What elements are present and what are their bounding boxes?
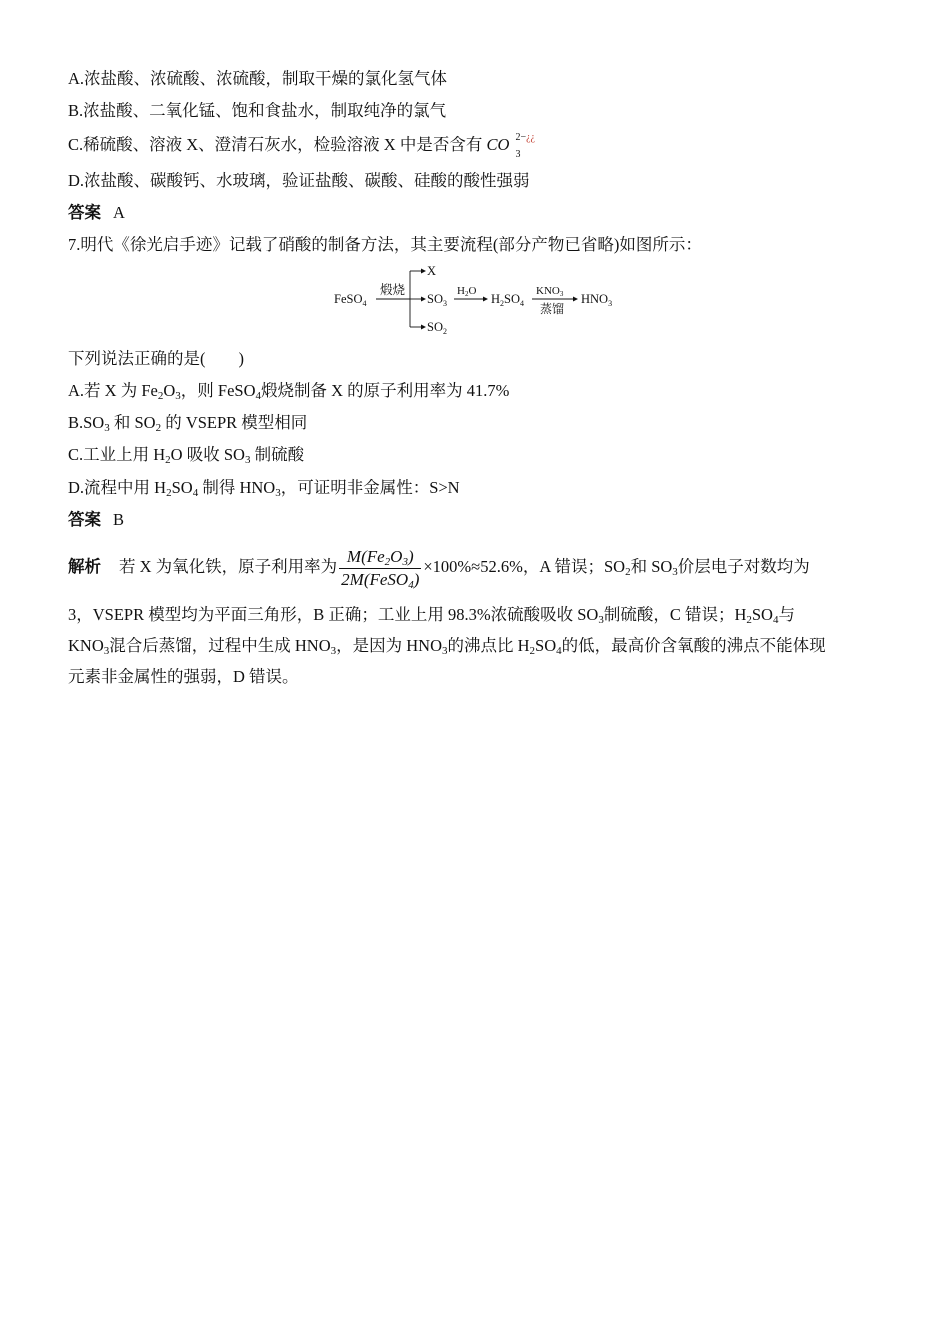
carbonate-garbled-chars: ¿¿ [526,132,535,143]
answer-value: A [113,203,125,222]
q7-option-c: C.工业上用 $H_2O$ 吸收 $SO_3$ 制硫酸 [68,445,305,466]
arrow-head-icon [421,297,426,302]
q7-option-d: D.流程中用 $H_2SO_4$ 制得 $HNO_3$，可证明非金属性：S>N [68,478,460,499]
q6-answer [68,202,125,224]
arrow-head-icon [483,297,488,302]
arrow-head-icon [573,297,578,302]
carbonate-formula [486,132,535,160]
q7-option-a: A.若 X 为 $Fe_2O_3$，则 FeSO$_4$煅烧制备 X 的原子利用率为 41.7% [68,381,510,402]
answer-label: 答案 [68,203,101,222]
flow-start: FeSO$_4$ [334,292,367,308]
carbonate-superscript [515,127,535,149]
flow-sulfuric-acid: $H_2SO_4$ [491,292,525,308]
carbonate-charge: 2− [515,132,527,143]
flow-step-distill: 蒸馏 [540,302,565,316]
flow-final-hno3: $HNO_3$ [581,292,613,308]
analysis-label: 解析 [68,557,101,576]
flow-product-so2: $SO_2$ [427,320,447,336]
q7-answer [68,509,124,531]
analysis-line-3: $KNO_3$混合后蒸馏，过程中生成 $HNO_3$，是因为 $HNO_3$的沸点比 $H_2SO_4$的低，最高价含氧酸的沸点不能体现 [68,636,826,657]
q6-option-b: B.浓盐酸、二氧化锰、饱和食盐水，制取纯净的氯气 [68,101,447,120]
atom-utilization-fraction: $\frac{M(Fe_2O_3)}{2M(FeSO_4)}$ [341,546,420,591]
analysis-line-4: 元素非金属性的强弱，D 错误。 [68,667,299,686]
answer-value: B [113,510,125,529]
q6-option-c [68,132,535,160]
flow-reagent-water: H2O [457,285,477,298]
analysis-line-2: 3，VSEPR 模型均为平面三角形，B 正确；工业上用 98.3%浓硫酸吸收 $SO_3$制硫酸，C 错误；$H_2SO_4$与 [68,605,795,626]
arrow-head-icon [421,269,426,274]
flow-diagram [330,262,630,342]
flow-product-so3: $SO_3$ [427,292,447,308]
flow-reagent-kno3: KNO3 [536,285,564,298]
q6-option-d: D.浓盐酸、碳酸钙、水玻璃，验证盐酸、碳酸、硅酸的酸性强弱 [68,171,530,190]
analysis-line-1: 解析 若 X 为氧化铁，原子利用率为 $\frac{M(Fe_2O_3)}{2M(FeSO_4)}$ ×100%≈52.6%，A 错误；$SO_2$和 $SO_3$价层电子对数均为 [68,546,810,591]
flow-product-x: X [427,264,437,278]
arrow-head-icon [421,325,426,330]
carbonate-subscript: 3 [515,149,521,160]
q6-option-a: A.浓盐酸、浓硫酸、浓硫酸，制取干燥的氯化氢气体 [68,69,448,88]
carbonate-co: CO [486,135,510,154]
q7-stem: 7.明代《徐光启手迹》记载了硝酸的制备方法，其主要流程(部分产物已省略)如图所示： [68,235,702,254]
q6-option-c-text: C.稀硫酸、溶液 X、澄清石灰水，检验溶液 X 中是否含有 [68,135,487,154]
q7-option-b: $B.SO_3$ 和 $SO_2$ 的 VSEPR 模型相同 [68,413,308,434]
answer-label: 答案 [68,510,101,529]
flow-step-calcine: 煅烧 [380,283,406,297]
q7-question: 下列说法正确的是( ) [68,349,244,368]
